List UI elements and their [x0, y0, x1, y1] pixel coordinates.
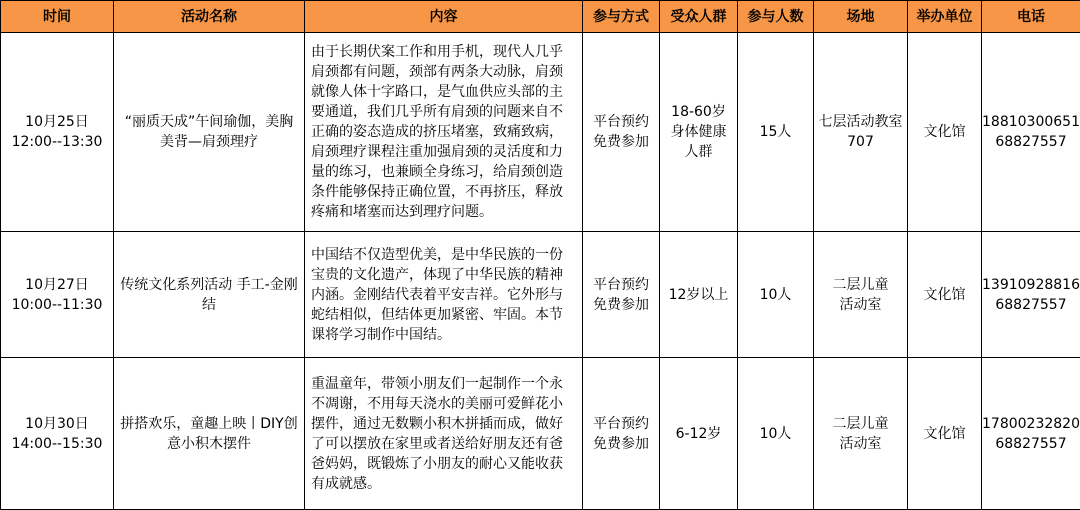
table-row — [1, 33, 1080, 232]
venue-cell: 二层儿童活动室 — [814, 358, 908, 510]
header-activity-name: 活动名称 — [114, 1, 305, 33]
header-content: 内容 — [305, 1, 583, 33]
activity-name-cell: “丽质天成”午间瑜伽，美胸美背—肩颈理疗 — [114, 33, 305, 232]
audience-cell: 12岁以上 — [660, 232, 738, 358]
organizer-cell: 文化馆 — [908, 232, 982, 358]
audience-cell: 6-12岁 — [660, 358, 738, 510]
organizer-cell: 文化馆 — [908, 358, 982, 510]
venue-cell: 七层活动教室707 — [814, 33, 908, 232]
method-cell — [583, 358, 660, 510]
phone-cell — [982, 358, 1080, 510]
count-cell: 10人 — [738, 358, 814, 510]
header-row — [1, 1, 1080, 33]
table-row — [1, 358, 1080, 510]
activity-name-cell: 拼搭欢乐，童趣上映丨DIY创意小积木摆件 — [114, 358, 305, 510]
method-line-1: 平台预约 — [583, 414, 659, 434]
phone-cell — [982, 33, 1080, 232]
time-text: 10:00--11:30 — [1, 295, 113, 315]
method-cell — [583, 232, 660, 358]
date-text: 10月30日 — [1, 414, 113, 434]
time-cell — [1, 358, 114, 510]
header-time: 时间 — [1, 1, 114, 33]
content-cell: 中国结不仅造型优美，是中华民族的一份宝贵的文化遗产，体现了中华民族的精神内涵。金刚结代表着平安吉祥。它外形与蛇结相似，但结体更加紧密、牢固。本节课将学习制作中国结。 — [305, 232, 583, 358]
method-line-1: 平台预约 — [583, 275, 659, 295]
date-text: 10月27日 — [1, 275, 113, 295]
method-line-2: 免费参加 — [583, 434, 659, 454]
method-cell — [583, 33, 660, 232]
count-cell: 10人 — [738, 232, 814, 358]
date-text: 10月25日 — [1, 112, 113, 132]
table-row — [1, 232, 1080, 358]
phone-line-1: 18810300651 — [982, 112, 1080, 132]
header-venue: 场地 — [814, 1, 908, 33]
method-line-2: 免费参加 — [583, 132, 659, 152]
phone-cell — [982, 232, 1080, 358]
activity-name-cell: 传统文化系列活动 手工-金刚结 — [114, 232, 305, 358]
content-cell: 重温童年，带领小朋友们一起制作一个永不凋谢，不用每天浇水的美丽可爱鲜花小摆件，通过无数颗小积木拼插而成，做好了可以摆放在家里或者送给好朋友还有爸爸妈妈，既锻炼了小朋友的耐心又能收获有成就感。 — [305, 358, 583, 510]
venue-cell: 二层儿童活动室 — [814, 232, 908, 358]
header-method: 参与方式 — [583, 1, 660, 33]
phone-line-1: 17800232820 — [982, 414, 1080, 434]
method-line-2: 免费参加 — [583, 295, 659, 315]
phone-line-2: 68827557 — [982, 295, 1080, 315]
time-cell — [1, 33, 114, 232]
time-text: 12:00--13:30 — [1, 132, 113, 152]
organizer-cell: 文化馆 — [908, 33, 982, 232]
phone-line-1: 13910928816 — [982, 275, 1080, 295]
header-organizer: 举办单位 — [908, 1, 982, 33]
phone-line-2: 68827557 — [982, 434, 1080, 454]
header-count: 参与人数 — [738, 1, 814, 33]
content-cell: 由于长期伏案工作和用手机，现代人几乎肩颈都有问题，颈部有两条大动脉，肩颈就像人体十字路口，是气血供应头部的主要通道，我们几乎所有肩颈的问题来自不正确的姿态造成的挤压堵塞，致痛致病，肩颈理疗课程注重加强肩颈的灵活度和力量的练习，也兼顾全身练习，给肩颈创造条件能够保持正确位置，不再挤压，释放疼痛和堵塞而达到理疗问题。 — [305, 33, 583, 232]
method-line-1: 平台预约 — [583, 112, 659, 132]
phone-line-2: 68827557 — [982, 132, 1080, 152]
time-text: 14:00--15:30 — [1, 434, 113, 454]
header-audience: 受众人群 — [660, 1, 738, 33]
time-cell — [1, 232, 114, 358]
header-phone: 电话 — [982, 1, 1080, 33]
count-cell: 15人 — [738, 33, 814, 232]
audience-cell: 18-60岁身体健康人群 — [660, 33, 738, 232]
